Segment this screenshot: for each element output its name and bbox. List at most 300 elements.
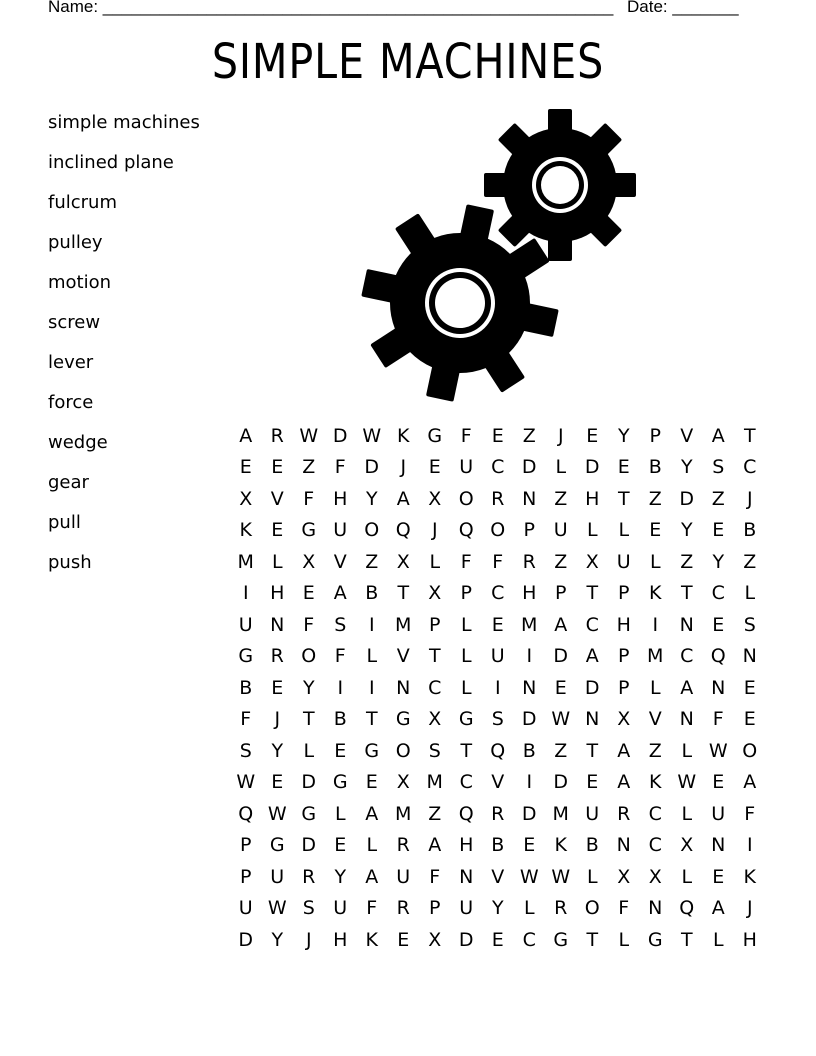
word-list-item: screw (48, 312, 101, 333)
grid-cell: H (459, 834, 474, 857)
grid-cell: V (270, 487, 284, 510)
grid-cell: W (551, 865, 571, 888)
grid-cell: Z (554, 487, 568, 510)
word-list-item: simple machines (48, 112, 200, 133)
grid-cell: H (742, 928, 757, 951)
grid-cell: N (585, 708, 600, 731)
grid-cell: H (333, 487, 348, 510)
grid-cell: E (397, 928, 410, 951)
grid-cell: D (584, 456, 600, 479)
grid-cell: Z (743, 550, 757, 573)
grid-cell: W (551, 708, 571, 731)
grid-cell: J (746, 487, 753, 510)
grid-cell: H (616, 613, 631, 636)
word-list-item: lever (48, 352, 94, 373)
grid-cell: N (742, 645, 757, 668)
word-list-item: fulcrum (48, 192, 117, 213)
grid-cell: M (395, 613, 412, 636)
grid-cell: L (366, 834, 378, 857)
grid-cell: B (365, 582, 379, 605)
grid-row (230, 672, 766, 704)
grid-cell: B (585, 834, 599, 857)
grid-cell: F (334, 456, 346, 479)
grid-row (230, 578, 766, 610)
grid-row (230, 767, 766, 799)
grid-cell: K (649, 582, 662, 605)
grid-cell: A (554, 613, 568, 636)
grid-cell: I (368, 676, 375, 699)
grid-cell: L (555, 456, 567, 479)
grid-cell: T (428, 645, 441, 668)
grid-cell: R (522, 550, 536, 573)
grid-cell: R (491, 487, 505, 510)
grid-cell: E (743, 676, 756, 699)
grid-row (230, 735, 766, 767)
grid-cell: M (426, 771, 443, 794)
grid-cell: Y (680, 519, 693, 542)
grid-cell: E (491, 613, 504, 636)
grid-cell: K (239, 519, 252, 542)
grid-cell: W (519, 865, 539, 888)
grid-cell: K (397, 424, 410, 447)
grid-cell: P (240, 865, 252, 888)
grid-cell: L (649, 550, 661, 573)
word-list-item: gear (48, 472, 89, 493)
grid-cell: L (681, 739, 693, 762)
grid-cell: E (523, 834, 536, 857)
grid-cell: V (648, 708, 662, 731)
grid-cell: I (526, 645, 533, 668)
grid-cell: U (238, 897, 253, 920)
grid-cell: J (305, 928, 312, 951)
grid-cell: L (460, 645, 472, 668)
grid-cell: C (711, 582, 725, 605)
grid-cell: T (397, 582, 410, 605)
grid-cell: T (586, 928, 599, 951)
grid-cell: Z (711, 487, 725, 510)
grid-cell: F (712, 708, 724, 731)
grid-cell: E (302, 582, 315, 605)
grid-cell: D (521, 802, 537, 825)
grid-cell: Y (271, 739, 284, 762)
grid-cell: V (680, 424, 694, 447)
grid-cell: O (364, 519, 380, 542)
grid-cell: W (236, 771, 256, 794)
grid-cell: G (301, 802, 317, 825)
grid-cell: W (267, 802, 287, 825)
grid-cell: L (681, 802, 693, 825)
grid-cell: Y (680, 456, 693, 479)
grid-cell: L (460, 613, 472, 636)
grid-cell: U (616, 550, 631, 573)
grid-cell: T (302, 708, 315, 731)
grid-cell: E (743, 708, 756, 731)
grid-cell: Q (458, 802, 474, 825)
grid-cell: F (334, 645, 346, 668)
grid-cell: U (459, 897, 474, 920)
grid-cell: E (271, 519, 284, 542)
grid-cell: A (428, 834, 442, 857)
grid-cell: W (677, 771, 697, 794)
grid-cell: R (270, 424, 284, 447)
grid-cell: C (459, 771, 473, 794)
grid-cell: C (428, 676, 442, 699)
grid-cell: D (364, 456, 380, 479)
grid-cell: N (270, 613, 285, 636)
grid-cell: G (364, 739, 380, 762)
grid-cell: S (491, 708, 504, 731)
grid-cell: O (742, 739, 758, 762)
grid-row (230, 893, 766, 925)
grid-cell: U (333, 897, 348, 920)
grid-cell: R (491, 802, 505, 825)
grid-cell: I (652, 613, 659, 636)
grid-cell: F (744, 802, 756, 825)
grid-cell: X (428, 928, 442, 951)
grid-cell: P (460, 582, 472, 605)
grid-cell: C (585, 613, 599, 636)
grid-cell: Y (302, 676, 315, 699)
grid-cell: E (334, 739, 347, 762)
word-list-item: motion (48, 272, 112, 293)
grid-cell: H (333, 928, 348, 951)
page-title: SIMPLE MACHINES (211, 34, 605, 90)
grid-cell: B (743, 519, 757, 542)
grid-cell: G (332, 771, 348, 794)
grid-cell: A (743, 771, 757, 794)
grid-cell: R (396, 834, 410, 857)
grid-cell: L (586, 865, 598, 888)
grid-cell: N (396, 676, 411, 699)
grid-cell: D (521, 708, 537, 731)
grid-cell: C (491, 582, 505, 605)
grid-cell: F (240, 708, 252, 731)
grid-cell: X (239, 487, 253, 510)
grid-cell: N (459, 865, 474, 888)
grid-cell: M (237, 550, 254, 573)
grid-cell: K (743, 865, 756, 888)
grid-cell: A (617, 739, 631, 762)
grid-cell: X (648, 865, 662, 888)
grid-cell: I (368, 613, 375, 636)
grid-cell: T (586, 739, 599, 762)
grid-cell: P (555, 582, 567, 605)
grid-cell: Z (648, 487, 662, 510)
grid-cell: N (711, 834, 726, 857)
grid-cell: Q (710, 645, 726, 668)
grid-cell: F (303, 487, 315, 510)
grid-cell: X (585, 550, 599, 573)
grid-cell: H (522, 582, 537, 605)
grid-cell: D (301, 834, 317, 857)
grid-cell: J (431, 519, 438, 542)
grid-cell: X (428, 708, 442, 731)
grid-cell: P (429, 613, 441, 636)
grid-cell: Q (679, 897, 695, 920)
grid-cell: P (618, 676, 630, 699)
grid-cell: I (746, 834, 753, 857)
grid-cell: T (586, 582, 599, 605)
grid-cell: J (746, 897, 753, 920)
grid-row (230, 861, 766, 893)
grid-cell: X (617, 865, 631, 888)
grid-cell: I (526, 771, 533, 794)
grid-cell: N (522, 676, 537, 699)
word-list-item: inclined plane (48, 152, 174, 173)
grid-cell: E (712, 865, 725, 888)
grid-row (230, 830, 766, 862)
word-list (48, 110, 200, 590)
grid-cell: M (552, 802, 569, 825)
grid-cell: R (270, 645, 284, 668)
grid-cell: B (648, 456, 662, 479)
grid-cell: Y (617, 424, 630, 447)
grid-cell: Z (522, 424, 536, 447)
grid-cell: G (427, 424, 443, 447)
grid-cell: T (743, 424, 756, 447)
grid-cell: S (334, 613, 347, 636)
grid-cell: G (553, 928, 569, 951)
word-list-item: force (48, 392, 94, 413)
grid-cell: D (553, 771, 569, 794)
grid-cell: X (428, 582, 442, 605)
word-list-item: push (48, 552, 92, 573)
grid-cell: S (712, 456, 725, 479)
grid-cell: S (302, 897, 315, 920)
grid-cell: U (270, 865, 285, 888)
grid-cell: Z (680, 550, 694, 573)
grid-cell: T (460, 739, 473, 762)
grid-cell: M (395, 802, 412, 825)
grid-cell: X (680, 834, 694, 857)
grid-cell: M (521, 613, 538, 636)
grid-cell: H (270, 582, 285, 605)
grid-cell: Z (554, 550, 568, 573)
grid-cell: F (429, 865, 441, 888)
grid-cell: A (333, 582, 347, 605)
grid-cell: E (334, 834, 347, 857)
grid-cell: X (617, 708, 631, 731)
grid-row (230, 704, 766, 736)
grid-cell: L (649, 676, 661, 699)
grid-cell: W (267, 897, 287, 920)
grid-cell: Z (648, 739, 662, 762)
grid-cell: O (584, 897, 600, 920)
grid-cell: S (239, 739, 252, 762)
grid-cell: O (395, 739, 411, 762)
grid-cell: L (618, 519, 630, 542)
grid-cell: F (303, 613, 315, 636)
grid-cell: F (492, 550, 504, 573)
grid-cell: P (429, 897, 441, 920)
grid-cell: L (334, 802, 346, 825)
grid-cell: F (460, 550, 472, 573)
grid-cell: T (680, 582, 693, 605)
grid-cell: L (618, 928, 630, 951)
grid-cell: C (648, 802, 662, 825)
grid-cell: Q (458, 519, 474, 542)
grid-cell: E (617, 456, 630, 479)
grid-cell: U (459, 456, 474, 479)
grid-cell: U (396, 865, 411, 888)
grid-cell: Y (365, 487, 378, 510)
grid-cell: P (649, 424, 661, 447)
grid-cell: U (490, 645, 505, 668)
grid-cell: W (708, 739, 728, 762)
grid-row (230, 420, 766, 452)
grid-cell: A (711, 897, 725, 920)
grid-cell: Z (554, 739, 568, 762)
grid-cell: T (617, 487, 630, 510)
grid-cell: M (647, 645, 664, 668)
grid-cell: X (396, 550, 410, 573)
grid-cell: L (681, 865, 693, 888)
grid-cell: X (428, 487, 442, 510)
grid-cell: A (396, 487, 410, 510)
grid-cell: L (366, 645, 378, 668)
grid-cell: X (302, 550, 316, 573)
grid-cell: A (365, 802, 379, 825)
grid-cell: D (584, 676, 600, 699)
grid-cell: E (712, 613, 725, 636)
grid-cell: L (523, 897, 535, 920)
grid-cell: F (618, 897, 630, 920)
grid-cell: T (365, 708, 378, 731)
grid-cell: O (490, 519, 506, 542)
grid-cell: W (362, 424, 382, 447)
grid-cell: E (271, 771, 284, 794)
grid-cell: J (400, 456, 407, 479)
grid-cell: F (460, 424, 472, 447)
grid-cell: Z (302, 456, 316, 479)
grid-cell: T (680, 928, 693, 951)
grid-cell: G (395, 708, 411, 731)
grid-cell: X (396, 771, 410, 794)
grid-cell: E (712, 519, 725, 542)
gears-icon (350, 100, 650, 410)
word-search-grid (230, 420, 766, 956)
grid-cell: H (585, 487, 600, 510)
grid-cell: R (396, 897, 410, 920)
grid-cell: C (743, 456, 757, 479)
grid-cell: P (523, 519, 535, 542)
grid-cell: J (274, 708, 281, 731)
grid-cell: B (491, 834, 505, 857)
grid-cell: D (301, 771, 317, 794)
grid-cell: A (617, 771, 631, 794)
grid-cell: E (586, 771, 599, 794)
grid-cell: C (522, 928, 536, 951)
grid-cell: R (554, 897, 568, 920)
grid-cell: R (302, 865, 316, 888)
grid-cell: Z (365, 550, 379, 573)
grid-cell: O (458, 487, 474, 510)
grid-cell: Y (334, 865, 347, 888)
grid-cell: L (303, 739, 315, 762)
grid-cell: E (239, 456, 252, 479)
grid-cell: A (239, 424, 253, 447)
grid-cell: P (240, 834, 252, 857)
grid-cell: C (648, 834, 662, 857)
date-field-label: Date: _______ (627, 0, 739, 16)
grid-cell: D (679, 487, 695, 510)
grid-row (230, 609, 766, 641)
grid-cell: Q (490, 739, 506, 762)
grid-cell: N (679, 708, 694, 731)
grid-row (230, 641, 766, 673)
grid-cell: G (458, 708, 474, 731)
name-field-label: Name: ______________________________________________________ (48, 0, 614, 16)
grid-cell: K (365, 928, 378, 951)
grid-cell: K (649, 771, 662, 794)
grid-cell: E (491, 424, 504, 447)
grid-cell: U (711, 802, 726, 825)
grid-cell: E (586, 424, 599, 447)
grid-cell: K (554, 834, 567, 857)
grid-cell: L (712, 928, 724, 951)
grid-cell: I (494, 676, 501, 699)
grid-cell: Y (491, 897, 504, 920)
grid-cell: A (365, 865, 379, 888)
grid-cell: Z (428, 802, 442, 825)
grid-cell: S (428, 739, 441, 762)
grid-cell: L (460, 676, 472, 699)
grid-cell: N (522, 487, 537, 510)
grid-cell: P (618, 645, 630, 668)
grid-row (230, 924, 766, 956)
grid-cell: I (242, 582, 249, 605)
word-list-item: wedge (48, 432, 108, 453)
grid-row (230, 546, 766, 578)
word-list-item: pull (48, 512, 81, 533)
grid-cell: Y (271, 928, 284, 951)
grid-row (230, 483, 766, 515)
grid-cell: E (271, 456, 284, 479)
word-list-item: pulley (48, 232, 103, 253)
grid-cell: P (618, 582, 630, 605)
grid-cell: L (429, 550, 441, 573)
grid-cell: E (649, 519, 662, 542)
grid-cell: U (238, 613, 253, 636)
grid-cell: B (333, 708, 347, 731)
grid-cell: F (366, 897, 378, 920)
grid-cell: R (617, 802, 631, 825)
grid-cell: G (269, 834, 285, 857)
grid-cell: D (332, 424, 348, 447)
grid-cell: V (491, 865, 505, 888)
grid-cell: E (712, 771, 725, 794)
grid-cell: A (680, 676, 694, 699)
grid-cell: E (428, 456, 441, 479)
grid-cell: N (711, 676, 726, 699)
grid-cell: U (585, 802, 600, 825)
grid-cell: U (333, 519, 348, 542)
grid-cell: E (554, 676, 567, 699)
grid-cell: A (585, 645, 599, 668)
grid-cell: L (744, 582, 756, 605)
grid-cell: J (557, 424, 564, 447)
grid-row (230, 452, 766, 484)
grid-cell: I (337, 676, 344, 699)
grid-row (230, 515, 766, 547)
grid-cell: Y (712, 550, 725, 573)
grid-cell: V (333, 550, 347, 573)
grid-cell: N (616, 834, 631, 857)
grid-cell: D (553, 645, 569, 668)
grid-cell: V (491, 771, 505, 794)
grid-cell: E (365, 771, 378, 794)
grid-cell: N (648, 897, 663, 920)
